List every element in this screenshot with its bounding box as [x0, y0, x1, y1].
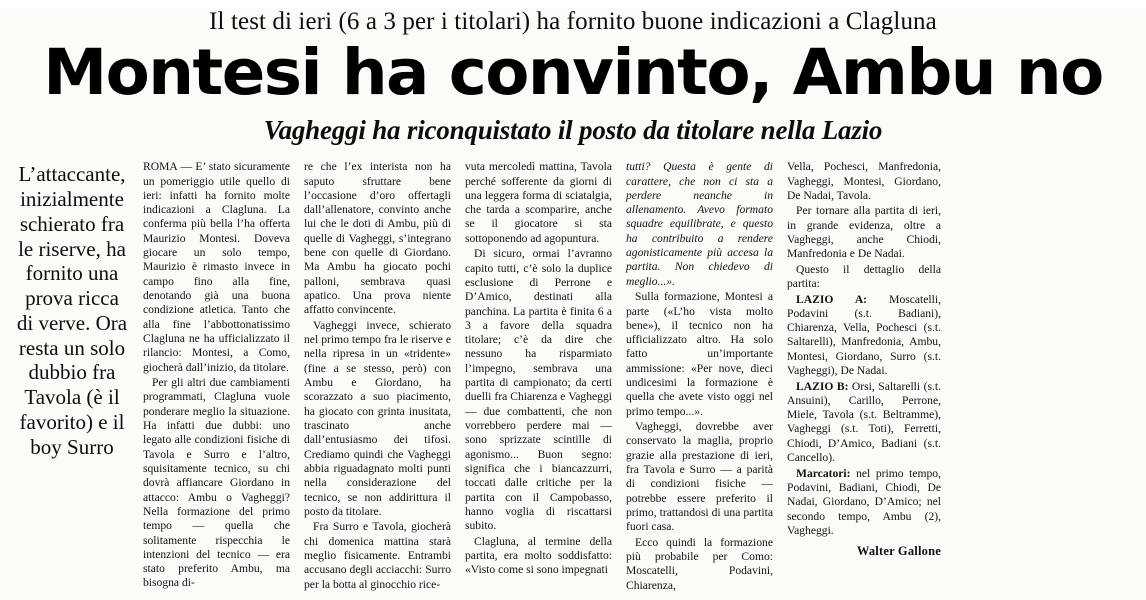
lineup-entry [787, 380, 941, 466]
lineup-entry [787, 293, 941, 379]
text-column-2 [297, 160, 458, 593]
article-body [0, 156, 1146, 594]
text-column-1 [136, 160, 297, 592]
paragraph: Ecco quindi la formazione più probabile per Como: Moscatelli, Podavini, Chiarenza, [626, 535, 773, 592]
paragraph: ROMA — E’ stato sicuramente un pomeriggio utile quello di ieri: infatti ha fornito molte indicazioni a Clagluna. La conferma più bella l’ha offerta Maurizio Montesi. Doveva giocare un solo tempo, Maurizio è rimasto invece in campo fino alla fine, denotando già una buona condizione atletica. Tanto che alla fine l’abbottonatissimo Clagluna ne ha ufficializzato il rilancio: Montesi, a Como, giocherà dall’inizio, da titolare. [143, 160, 290, 374]
paragraph: vuta mercoledì mattina, Tavola perché sofferente da giorni di una leggera forma di sciatalgia, che tarda a scomparire, anche se il giocatore si sta sottoponendo ad agopuntura. [465, 160, 612, 245]
newspaper-page [0, 8, 1146, 600]
lineup-label: LAZIO B: [796, 379, 849, 393]
paragraph: re che l’ex interista non ha saputo sfruttare bene l’occasione d’oro offertagli dall’allenatore, convinto anche lui che le doti di Ambu, più di quelle di Vagheggi, s’integrano bene con quelle di Giordano. Ma Ambu ha giocato pochi palloni, sembrava quasi apatico. Una prova niente affatto convincente. [304, 160, 451, 317]
paragraph: Per gli altri due cambiamenti programmati, Clagluna vuole ponderare meglio la situazione. Ha infatti due dubbi: uno legato alle condizioni fisiche di Tavola e Surro e l’altro, squisitamente tecnico, su chi dovrà affiancare Giordano in attacco: Ambu o Vagheggi? Nella formazione del primo tempo — quella che solitamente rispecchia le intenzioni del tecnico — era stato preferito Ambu, ma bisogna di- [143, 376, 290, 590]
lead-text: L’attaccante, inizialmente schierato fra le riserve, ha fornito una prova ricca di verve. Ora resta un solo dubbio fra Tavola (è il favorito) e il boy Surro [16, 162, 128, 459]
lineup-label: LAZIO A: [796, 292, 868, 306]
lineup-text: Moscatelli, Podavini (s.t. Badiani), Chiarenza, Vella, Pochesci (s.t. Saltarelli), Manfredonia, Ambu, Montesi, Giordano, Surro (s.t. Vagheggi), De Nadai. [787, 292, 941, 378]
article-subhead: Vagheggi ha riconquistato il posto da titolare nella Lazio [263, 115, 883, 146]
paragraph: Di sicuro, ormai l’avranno capito tutti, c’è solo la duplice esclusione di Perrone e D’Amico, destinati alla panchina. La partita è finita 6 a 3 a favore della squadra titolare; c’è da dire che nessuno ha risparmiato l’impegno, sembrava una partita di campionato; da certi duelli fra Chiarenza e Vagheggi — due combattenti, che non vorrebbero perdere mai — sono sprizzate scintille di agonismo... Buon segno: significa che i biancazzurri, toccati dalle critiche per la partita con il Campobasso, hanno voglia di riscattarsi subito. [465, 247, 612, 533]
paragraph: tutti? Questa è gente di carattere, che non ci sta a perdere neanche in allenamento. Avevo formato squadre equilibrate, e questo ha contribuito a rendere agonisticamente più accesa la partita. Non chiedevo di meglio...». [626, 160, 773, 288]
article-byline: Walter Gallone [856, 544, 941, 559]
lineup-text: Orsi, Saltarelli (s.t. Ansuini), Carillo, Perrone, Miele, Tavola (s.t. Beltramme), Vagheggi (s.t. Toti), Ferretti, Chiodi, D’Amico, Badiani (s.t. Cancello). [787, 379, 941, 465]
text-column-4 [619, 160, 780, 594]
article-headline: Montesi ha convinto, Ambu no [43, 35, 1103, 109]
paragraph: Vagheggi, dovrebbe aver conservato la maglia, proprio grazie alla prestazione di ieri, fra Tavola e Surro — a parità di condizioni fisiche — potrebbe essere preferito il primo, trattandosi di una partita fuori casa. [626, 420, 773, 534]
lineup-label: Marcatori: [796, 466, 851, 480]
paragraph: Questo il dettaglio della partita: [787, 262, 941, 291]
lineup-entry [787, 467, 941, 539]
paragraph: Fra Surro e Tavola, giocherà chi domenica mattina starà meglio fisicamente. Entrambi accusano degli acciacchi: Surro per la botta al ginocchio rice- [304, 520, 451, 591]
text-column-3 [458, 160, 619, 579]
lead-paragraph [8, 160, 136, 459]
paragraph: Vella, Pochesci, Manfredonia, Vagheggi, Montesi, Giordano, De Nadai, Tavola. [787, 160, 941, 202]
lineup-text: nel primo tempo, Podavini, Badiani, Chiodi, De Nadai, Giordano, D’Amico; nel secondo tempo, Ambu (2), Vagheggi. [787, 466, 941, 537]
paragraph: Per tornare alla partita di ieri, in grande evidenza, oltre a Vagheggi, anche Chiodi, Manfredonia e De Nadai. [787, 204, 941, 261]
paragraph: Clagluna, al termine della partita, era molto soddisfatto: «Visto come si sono impegnati [465, 534, 612, 577]
text-column-5 [780, 160, 948, 559]
paragraph: Sulla formazione, Montesi a parte («L’ho vista molto bene»), il tecnico non ha ufficializzato altro. Ha solo fatto un’importante ammissione: «Per nove, dieci undicesimi la formazione è quella che avete visto oggi nel primo tempo...». [626, 290, 773, 418]
paragraph: Vagheggi invece, schierato nel primo tempo fra le riserve e nella ripresa in un «tridente» (fine a se stesso, però) con Ambu e Giordano, ha scorazzato a suo piacimento, ha giocato con grinta inusitata, trascinato anche dall’entusiasmo dei tifosi. Crediamo quindi che Vagheggi abbia riguadagnato molti punti nella considerazione del tecnico, se non addirittura il posto da titolare. [304, 318, 451, 518]
article-kicker: Il test di ieri (6 a 3 per i titolari) ha fornito buone indicazioni a Clagluna [209, 8, 937, 35]
